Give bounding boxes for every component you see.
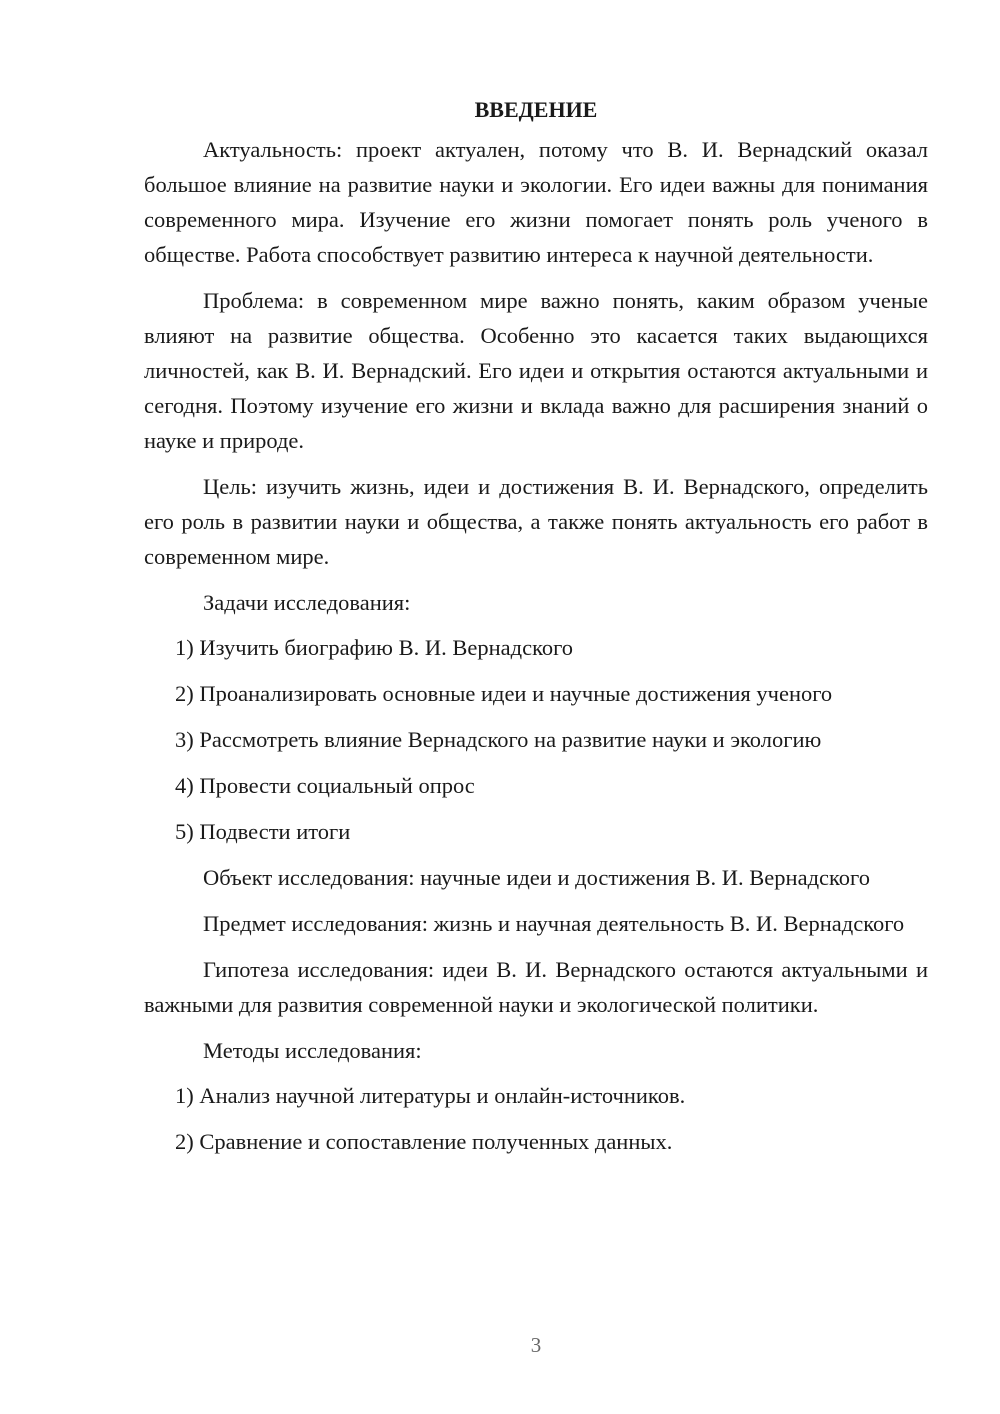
page-content: [144, 92, 928, 1170]
section-heading: ВВЕДЕНИЕ: [474, 97, 598, 122]
object-paragraph: Объект исследования: научные идеи и достижения В. И. Вернадского: [203, 865, 870, 890]
methods-list: [144, 1078, 928, 1159]
task-item: 3) Рассмотреть влияние Вернадского на развитие науки и экологию: [175, 727, 822, 752]
page-number: 3: [530, 1333, 542, 1357]
task-item: 2) Проанализировать основные идеи и научные достижения ученого: [175, 681, 833, 706]
tasks-list: [144, 630, 928, 849]
task-item: 5) Подвести итоги: [175, 819, 351, 844]
methods-title: Методы исследования:: [203, 1038, 422, 1063]
relevance-paragraph: Актуальность: проект актуален, потому что В. И. Вернадский оказал большое влияние на развитие науки и экологии. Его идеи важны для понимания современного мира. Изучение его жизни помогает понять роль ученого в обществе. Работа способствует развитию интереса к научной деятельности.: [144, 137, 928, 267]
tasks-title: Задачи исследования:: [203, 590, 411, 615]
method-item: 2) Сравнение и сопоставление полученных данных.: [175, 1129, 673, 1154]
method-item: 1) Анализ научной литературы и онлайн-источников.: [175, 1083, 686, 1108]
task-item: 4) Провести социальный опрос: [175, 773, 475, 798]
subject-paragraph: Предмет исследования: жизнь и научная деятельность В. И. Вернадского: [203, 911, 905, 936]
problem-paragraph: Проблема: в современном мире важно понять, каким образом ученые влияют на развитие общества. Особенно это касается таких выдающихся личностей, как В. И. Вернадский. Его идеи и открытия остаются актуальными и сегодня. Поэтому изучение его жизни и вклада важно для расширения знаний о науке и природе.: [144, 288, 928, 453]
hypothesis-paragraph: Гипотеза исследования: идеи В. И. Вернадского остаются актуальными и важными для развития современной науки и экологической политики.: [144, 957, 928, 1017]
goal-paragraph: Цель: изучить жизнь, идеи и достижения В. И. Вернадского, определить его роль в развитии науки и общества, а также понять актуальность его работ в современном мире.: [144, 474, 928, 569]
task-item: 1) Изучить биографию В. И. Вернадского: [175, 635, 574, 660]
